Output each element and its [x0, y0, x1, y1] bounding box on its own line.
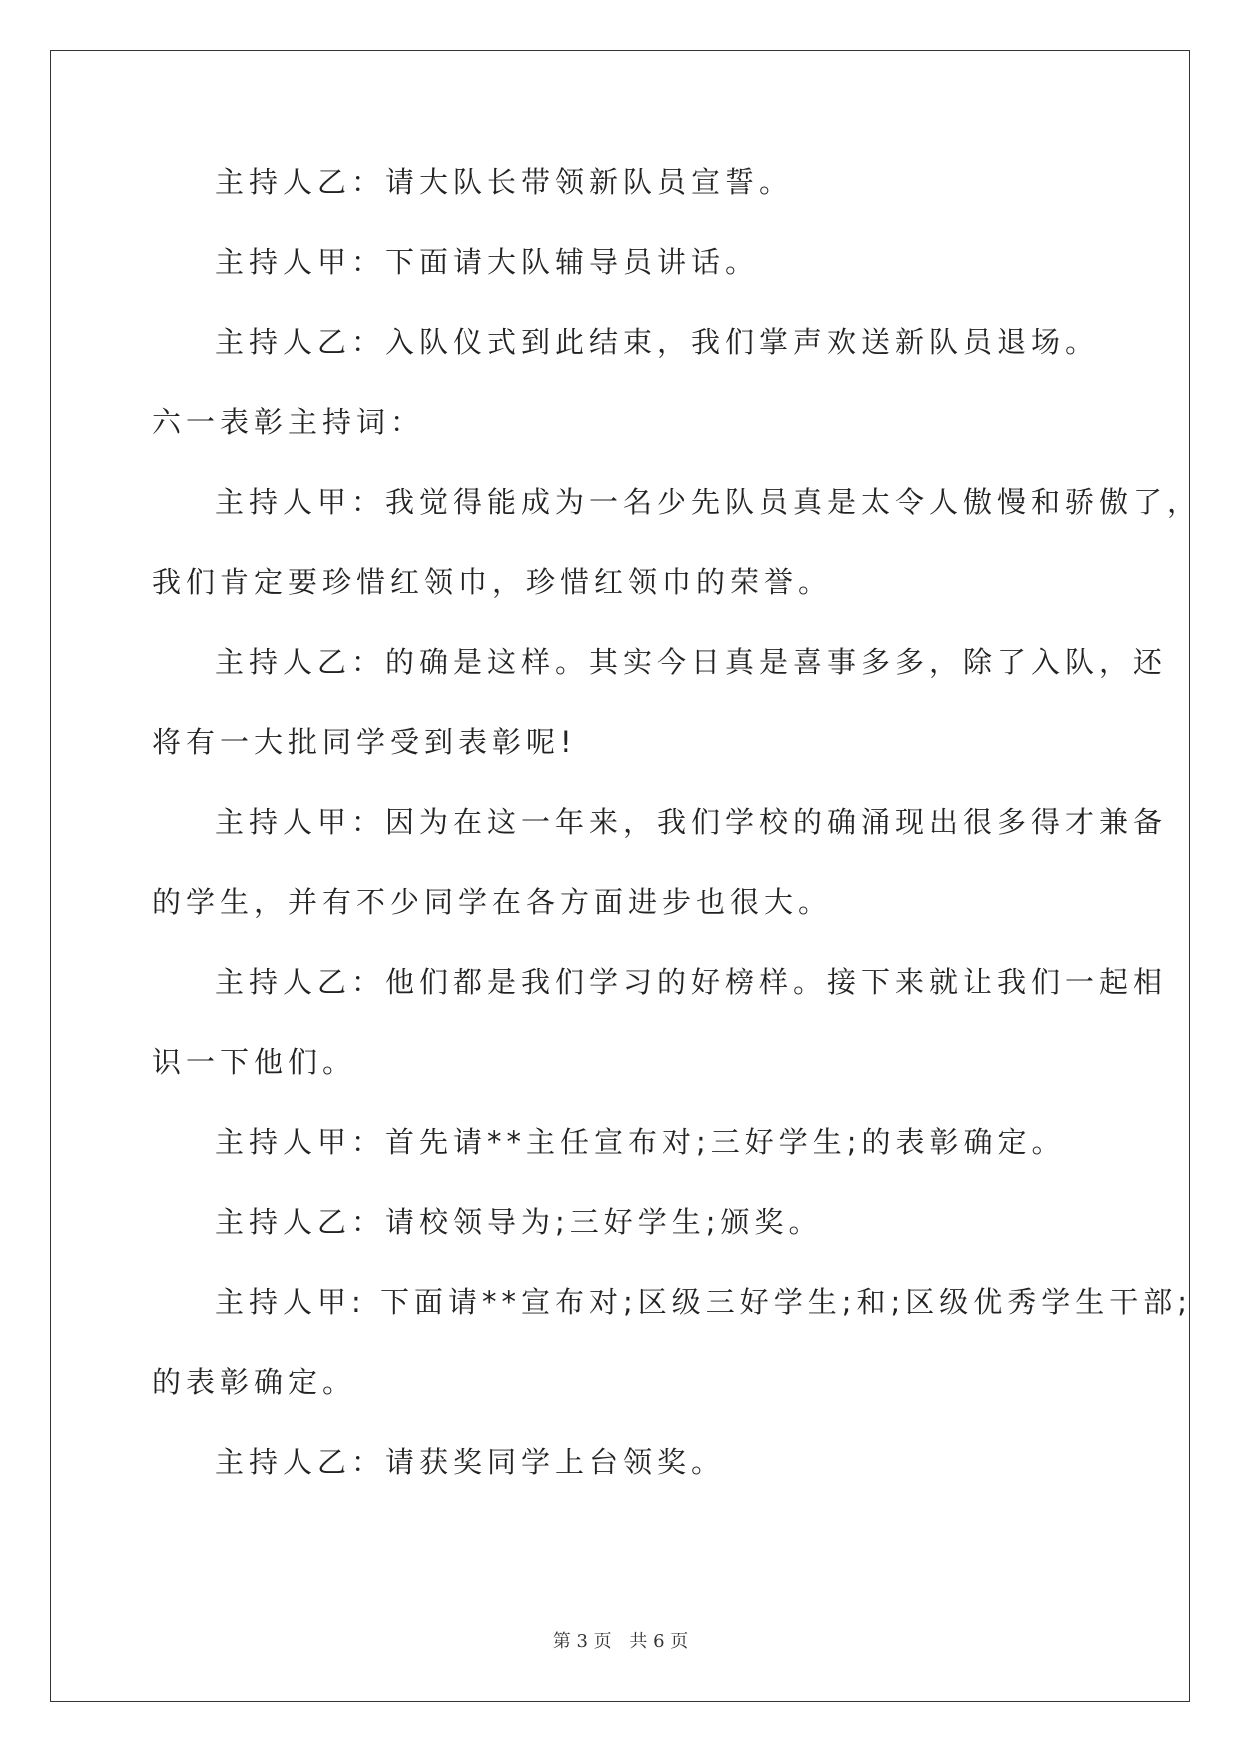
- text-line: 主持人甲：下面请大队辅导员讲话。: [215, 245, 760, 279]
- document-body: [152, 162, 1202, 1522]
- text-line: 将有一大批同学受到表彰呢!: [152, 725, 577, 759]
- text-line: 主持人甲：我觉得能成为一名少先队员真是太令人傲慢和骄傲了，: [215, 485, 1202, 519]
- page-footer: [0, 1627, 1241, 1653]
- page-number: 第 3 页: [552, 1631, 612, 1652]
- text-line: 主持人甲：首先请**主任宣布对;三好学生;的表彰确定。: [215, 1125, 1066, 1159]
- text-line: 主持人乙：的确是这样。其实今日真是喜事多多，除了入队，还: [215, 645, 1168, 679]
- text-line: 识一下他们。: [152, 1045, 357, 1079]
- section-heading: 六一表彰主持词：: [152, 405, 425, 439]
- page-total: 共 6 页: [629, 1631, 689, 1652]
- text-line: 主持人乙：请大队长带领新队员宣誓。: [215, 165, 794, 199]
- text-line: 主持人甲：因为在这一年来，我们学校的确涌现出很多得才兼备: [215, 805, 1168, 839]
- text-line: 主持人乙：请获奖同学上台领奖。: [215, 1445, 726, 1479]
- text-line: 主持人乙：入队仪式到此结束，我们掌声欢送新队员退场。: [215, 325, 1100, 359]
- text-line: 的表彰确定。: [152, 1365, 357, 1399]
- text-line: 主持人乙：请校领导为;三好学生;颁奖。: [215, 1205, 823, 1239]
- text-line: 主持人甲: 下面请**宣布对;区级三好学生;和;区级优秀学生干部;: [215, 1285, 1193, 1319]
- text-line: 的学生，并有不少同学在各方面进步也很大。: [152, 885, 833, 919]
- text-line: 我们肯定要珍惜红领巾，珍惜红领巾的荣誉。: [152, 565, 833, 599]
- text-line: 主持人乙：他们都是我们学习的好榜样。接下来就让我们一起相: [215, 965, 1168, 999]
